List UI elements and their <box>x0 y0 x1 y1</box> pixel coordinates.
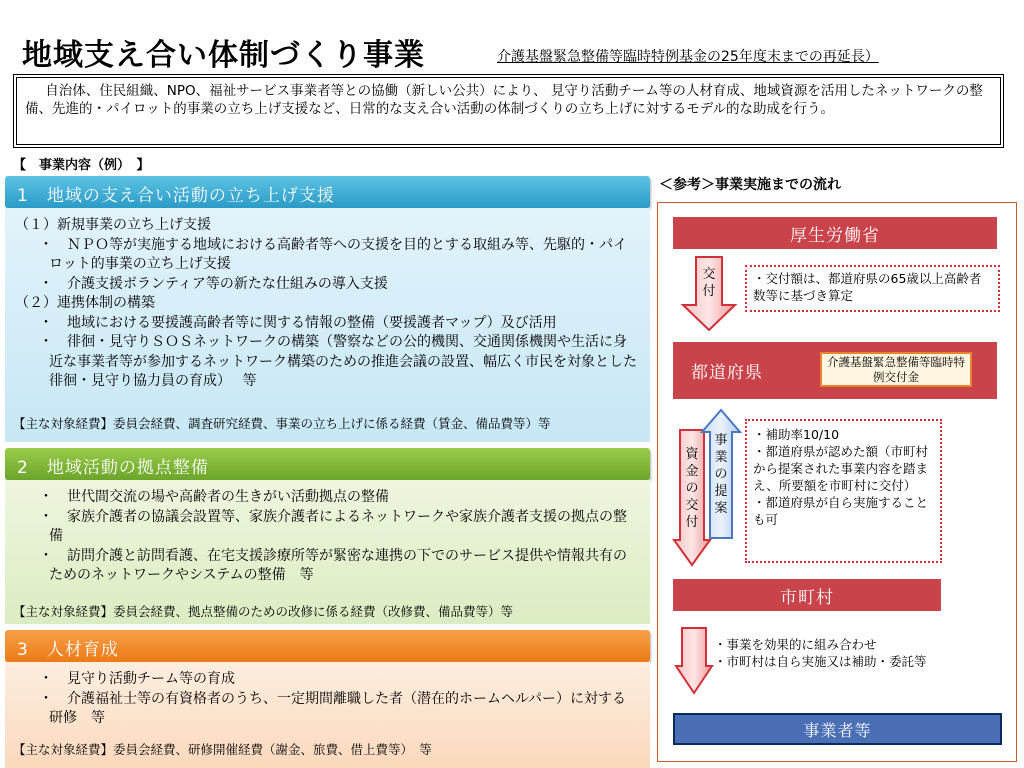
section-3-line: ・ 見守り活動チーム等の育成 <box>39 671 235 687</box>
section-2-line: ・ 訪問介護と訪問看護、在宅支援診療所等が緊密な連携の下でのサービス提供や情報共有のためのネットワークやシステムの整備 等 <box>39 547 627 583</box>
section-1-line: ・ 徘徊・見守りＳＯＳネットワークの構築（警察などの公的機関、交通関係機関や生活に身近な事業者等が参加するネットワーク構築のための推進会議の設置、幅広く市民を対象とした徘徊・見守り協力員の育成） 等 <box>39 334 637 389</box>
providers-bar: 事業者等 <box>673 713 1002 745</box>
section-2-header: 2 地域活動の拠点整備 <box>5 448 650 480</box>
section-1-line: （２）連携体制の構築 <box>15 295 155 311</box>
section-3-line: ・ 介護福祉士等の有資格者のうち、一定期間離職した者（潜在的ホームヘルパー）に対する研修 等 <box>39 690 627 726</box>
municipality-note <box>714 636 954 670</box>
section-1-header: 1 地域の支え合い活動の立ち上げ支援 <box>5 176 650 208</box>
section-3-header: 3 人材育成 <box>5 630 650 662</box>
summary-text: 自治体、住民組織、NPO、福祉サービス事業者等との協働（新しい公共）により、 見守り活動チーム等の人材育成、地域資源を活用したネットワークの整備、先進的・パイロット的事業の立ち上げ支援など、日常的な支え合い活動の体制づくりの立ち上げに対するモデル的な助成を行う。 <box>16 77 1001 145</box>
funds-arrow-label: 資金の交付 <box>685 447 699 530</box>
summary-box <box>13 74 1004 148</box>
proposal-arrow-label: 事業の提案 <box>714 433 728 516</box>
prefecture-note-line: ・都道府県が自ら実施することも可 <box>753 495 929 527</box>
section-3-body <box>5 662 650 768</box>
section-2-expense: 【主な対象経費】委員会経費、拠点整備のための改修に係る経費（改修費、備品費等）等 <box>13 604 514 619</box>
fund-label: 介護基盤緊急整備等臨時特例交付金 <box>820 352 972 387</box>
municipality-arrow-icon <box>674 626 714 696</box>
prefecture-note <box>745 419 942 563</box>
section-2-body <box>5 480 650 624</box>
municipality-note-line: ・事業を効果的に組み合わせ <box>714 637 877 652</box>
section-1-expense: 【主な対象経費】委員会経費、調査研究経費、事業の立ち上げに係る経費（賃金、備品費等）等 <box>13 416 551 431</box>
section-3-expense: 【主な対象経費】委員会経費、研修開催経費（謝金、旅費、借上費等） 等 <box>13 742 432 757</box>
page-subtitle: 介護基盤緊急整備等臨時特例基金の25年度末までの再延長） <box>497 49 879 65</box>
municipality-note-line: ・市町村は自ら実施又は補助・委託等 <box>714 654 927 669</box>
section-2-line: ・ 世代間交流の場や高齢者の生きがい活動拠点の整備 <box>39 489 389 505</box>
prefecture-note-line: ・都道府県が認めた額（市町村から提案された事業内容を踏まえ、所要額を市町村に交付） <box>753 444 929 493</box>
municipality-bar: 市町村 <box>673 579 941 611</box>
section-1-body <box>5 208 650 442</box>
flow-title: ＜参考＞事業実施までの流れ <box>659 177 841 193</box>
examples-label: 【 事業内容（例） 】 <box>13 158 150 173</box>
section-1-line: ・ 介護支援ボランティア等の新たな仕組みの導入支援 <box>39 275 388 292</box>
grant-arrow-label: 交付 <box>702 267 716 299</box>
grant-note: ・交付額は、都道府県の65歳以上高齢者数等に基づき算定 <box>745 265 1000 312</box>
section-1-line: ・ 地域における要援護高齢者等に関する情報の整備（要援護者マップ）及び活用 <box>39 314 557 331</box>
prefecture-label: 都道府県 <box>691 363 763 383</box>
section-1-line: （１）新規事業の立ち上げ支援 <box>15 217 211 233</box>
mhlw-bar: 厚生労働省 <box>673 217 997 249</box>
section-2-line: ・ 家族介護者の協議会設置等、家族介護者によるネットワークや家族介護者支援の拠点の整備 <box>39 508 627 544</box>
section-1-line: ・ ＮＰＯ等が実施する地域における高齢者等への支援を目的とする取組み等、先駆的・パイロット的事業の立ち上げ支援 <box>39 236 627 272</box>
prefecture-note-line: ・補助率10/10 <box>753 427 840 442</box>
page-title: 地域支え合い体制づくり事業 <box>22 38 425 73</box>
